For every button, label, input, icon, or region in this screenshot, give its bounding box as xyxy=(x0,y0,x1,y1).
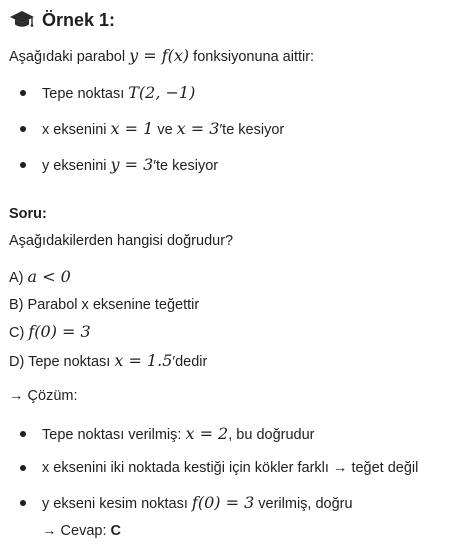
example-title: Örnek 1: xyxy=(42,9,116,30)
given-text: ve xyxy=(153,122,177,138)
option-text: B) Parabol x eksenine teğettir xyxy=(9,297,200,313)
option-math: x = 1.5 xyxy=(114,351,173,370)
answer-line xyxy=(42,521,121,541)
bullet-dot xyxy=(20,90,26,96)
question-label: Soru: xyxy=(9,206,47,222)
given-math: y = 3 xyxy=(110,155,154,174)
option-text: C) xyxy=(9,325,29,341)
intro-math: y = f(x) xyxy=(129,46,190,65)
bullet-dot xyxy=(20,500,26,506)
solution-math: x = 2 xyxy=(185,424,229,443)
answer-value: C xyxy=(110,523,121,539)
option-text: D) Tepe noktası xyxy=(9,354,115,370)
solution-text: y ekseni kesim noktası xyxy=(42,496,192,512)
option-text: ′dedir xyxy=(172,354,208,370)
bullet-dot xyxy=(20,465,26,471)
solution-item-y-intercept xyxy=(42,493,353,514)
given-math: x = 1 xyxy=(110,119,154,138)
given-item-vertex xyxy=(42,83,195,104)
given-text: y eksenini xyxy=(42,158,111,174)
option-math: f(0) = 3 xyxy=(28,322,91,341)
option-d xyxy=(9,351,207,372)
given-text: x eksenini xyxy=(42,122,111,138)
question-text: Aşağıdakilerden hangisi doğrudur? xyxy=(9,233,234,249)
solution-item-roots xyxy=(42,458,418,478)
given-text: ′te kesiyor xyxy=(153,158,219,174)
solution-label: → Çözüm: xyxy=(9,388,78,404)
intro-text-end: fonksiyonuna aittir: xyxy=(189,49,315,65)
bullet-dot xyxy=(20,431,26,437)
given-text: Tepe noktası xyxy=(42,86,129,102)
option-b xyxy=(9,295,199,315)
solution-text: verilmiş, doğru xyxy=(254,496,353,512)
solution-text: , bu doğrudur xyxy=(228,427,315,443)
given-math: T(2, −1) xyxy=(128,83,196,102)
intro-text: Aşağıdaki parabol xyxy=(9,49,130,65)
given-item-x-intercepts xyxy=(42,119,284,140)
option-c xyxy=(9,322,91,343)
intro-line xyxy=(9,46,314,67)
solution-text: x eksenini iki noktada kestiği için kökler farklı → teğet değil xyxy=(42,460,419,476)
graduation-cap-icon xyxy=(9,10,35,30)
option-text: A) xyxy=(9,270,28,286)
given-item-y-intercept xyxy=(42,155,218,176)
option-math: a < 0 xyxy=(27,267,71,286)
solution-item-vertex xyxy=(42,424,315,445)
answer-label: → Cevap: xyxy=(42,523,111,539)
bullet-dot xyxy=(20,126,26,132)
solution-text: Tepe noktası verilmiş: xyxy=(42,427,186,443)
option-a xyxy=(9,267,71,288)
example-heading xyxy=(9,7,115,33)
solution-math: f(0) = 3 xyxy=(191,493,255,512)
given-math: x = 3 xyxy=(176,119,220,138)
given-text: ′te kesiyor xyxy=(219,122,285,138)
bullet-dot xyxy=(20,162,26,168)
